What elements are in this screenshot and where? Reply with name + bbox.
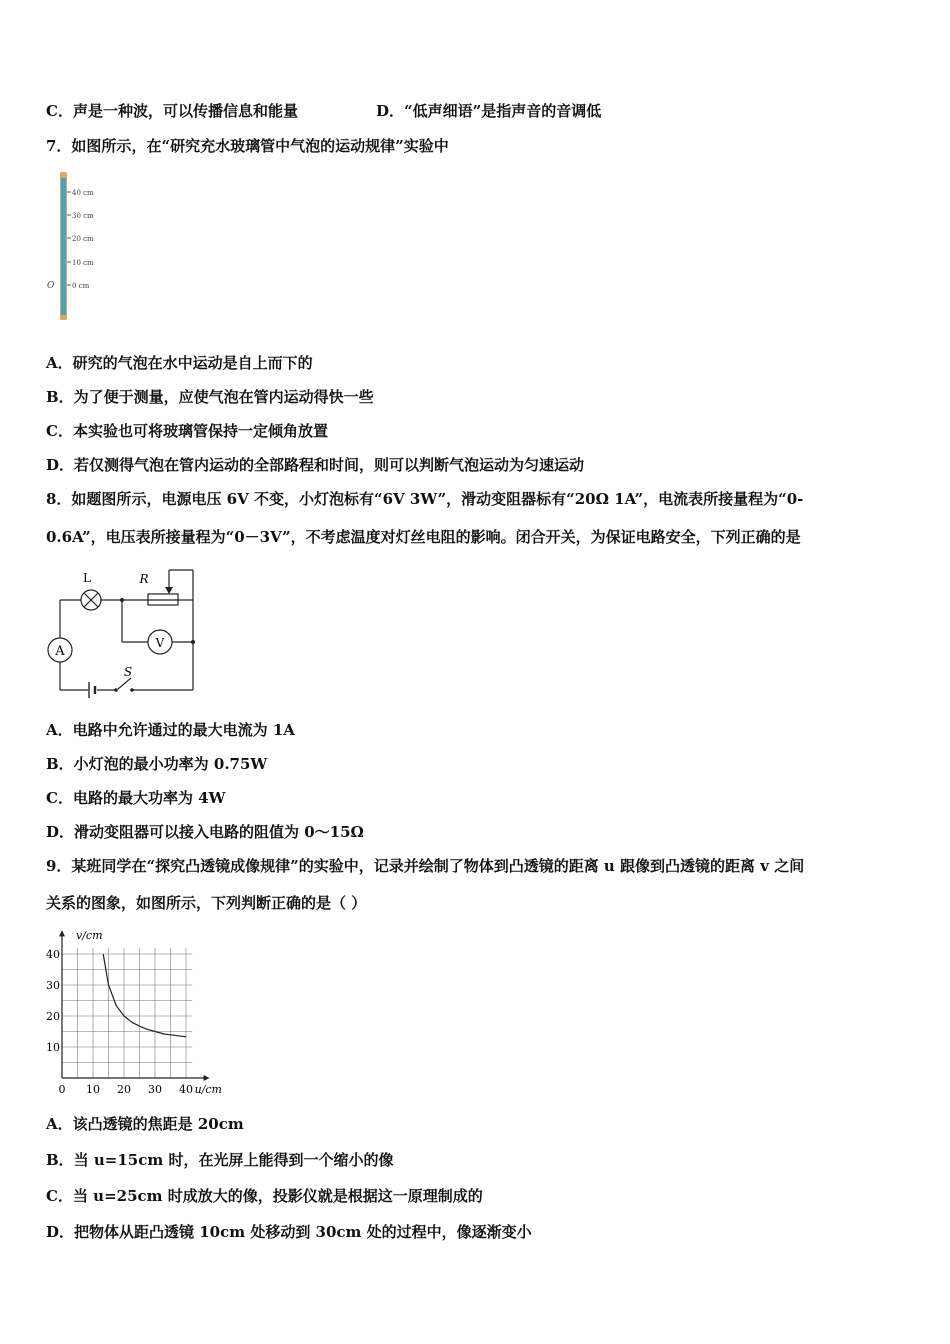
rheostat-slider bbox=[165, 587, 173, 594]
y-axis-arrow bbox=[59, 930, 65, 936]
series-line-v-u bbox=[103, 954, 186, 1037]
junction-dot bbox=[191, 640, 195, 644]
x-tick-label: 20 bbox=[117, 1083, 131, 1096]
voltmeter-label: V bbox=[155, 636, 165, 650]
q8-option-a: A．电路中允许通过的最大电流为 1A bbox=[46, 721, 295, 739]
q7-option-a: A．研究的气泡在水中运动是自上而下的 bbox=[46, 354, 313, 372]
junction-dot bbox=[120, 598, 124, 602]
tube-water bbox=[61, 178, 66, 315]
switch-icon bbox=[114, 688, 118, 692]
q8-stem-line2: 0.6A”，电压表所接量程为“0－3V”，不考虑温度对灯丝电阻的影响。闭合开关，为保证电路安全，下列正确的是 bbox=[46, 528, 801, 546]
tick-label: 20 cm bbox=[72, 235, 94, 243]
tick-label: 0 cm bbox=[72, 282, 90, 290]
x-axis-arrow bbox=[204, 1075, 210, 1081]
q7-tube-figure bbox=[44, 170, 114, 322]
lamp-label: L bbox=[83, 571, 91, 585]
lamp-icon bbox=[81, 590, 101, 610]
q9-option-d: D．把物体从距凸透镜 10cm 处移动到 30cm 处的过程中，像逐渐变小 bbox=[46, 1223, 532, 1241]
q7-stem: 7．如图所示，在“研究充水玻璃管中气泡的运动规律”实验中 bbox=[46, 137, 449, 155]
y-tick-label: 40 bbox=[46, 948, 60, 961]
q8-stem-line1: 8．如题图所示，电源电压 6V 不变，小灯泡标有“6V 3W”，滑动变阻器标有“20Ω 1A”，电流表所接量程为“0- bbox=[46, 490, 804, 508]
ammeter-label: A bbox=[55, 644, 65, 659]
y-tick-label: 10 bbox=[46, 1041, 60, 1054]
q6-option-c: C．声是一种波，可以传播信息和能量 bbox=[46, 102, 298, 120]
q7-option-d: D．若仅测得气泡在管内运动的全部路程和时间，则可以判断气泡运动为匀速运动 bbox=[46, 456, 585, 474]
q9-option-b: B．当 u=15cm 时，在光屏上能得到一个缩小的像 bbox=[46, 1151, 394, 1169]
q8-circuit-figure bbox=[40, 565, 205, 700]
q9-stem-line2: 关系的图象，如图所示，下列判断正确的是（ ） bbox=[46, 894, 367, 912]
tick-label: 40 cm bbox=[72, 189, 94, 197]
q8-option-b: B．小灯泡的最小功率为 0.75W bbox=[46, 755, 268, 773]
q7-option-b: B．为了便于测量，应使气泡在管内运动得快一些 bbox=[46, 388, 374, 406]
q9-chart bbox=[42, 925, 242, 1097]
x-tick-label: 10 bbox=[86, 1083, 100, 1096]
y-axis-label: v/cm bbox=[76, 929, 103, 942]
x-tick-label: 40 bbox=[179, 1083, 193, 1096]
q9-stem-line1: 9．某班同学在“探究凸透镜成像规律”的实验中，记录并绘制了物体到凸透镜的距离 u 跟像到凸透镜的距离 v 之间 bbox=[46, 857, 805, 875]
q6-option-d: D．“低声细语”是指声音的音调低 bbox=[376, 102, 602, 120]
switch-label: S bbox=[123, 665, 133, 679]
q8-option-d: D．滑动变阻器可以接入电路的阻值为 0～15Ω bbox=[46, 823, 364, 841]
switch-contact bbox=[130, 688, 134, 692]
q9-option-c: C．当 u=25cm 时成放大的像，投影仪就是根据这一原理制成的 bbox=[46, 1187, 483, 1205]
q9-option-a: A．该凸透镜的焦距是 20cm bbox=[46, 1115, 244, 1133]
battery-icon bbox=[89, 682, 95, 698]
tick-label: 10 cm bbox=[72, 259, 94, 267]
rheostat-label: R bbox=[139, 572, 149, 586]
y-tick-label: 30 bbox=[46, 979, 60, 992]
x-axis-label: u/cm bbox=[194, 1083, 222, 1096]
q8-option-c: C．电路的最大功率为 4W bbox=[46, 789, 226, 807]
x-tick-label: 0 bbox=[58, 1083, 66, 1096]
y-tick-label: 20 bbox=[46, 1010, 60, 1023]
chart-grid bbox=[62, 948, 192, 1078]
tick-label: 30 cm bbox=[72, 212, 94, 220]
x-tick-label: 30 bbox=[148, 1083, 162, 1096]
q7-option-c: C．本实验也可将玻璃管保持一定倾角放置 bbox=[46, 422, 328, 440]
origin-label: O bbox=[47, 281, 55, 291]
